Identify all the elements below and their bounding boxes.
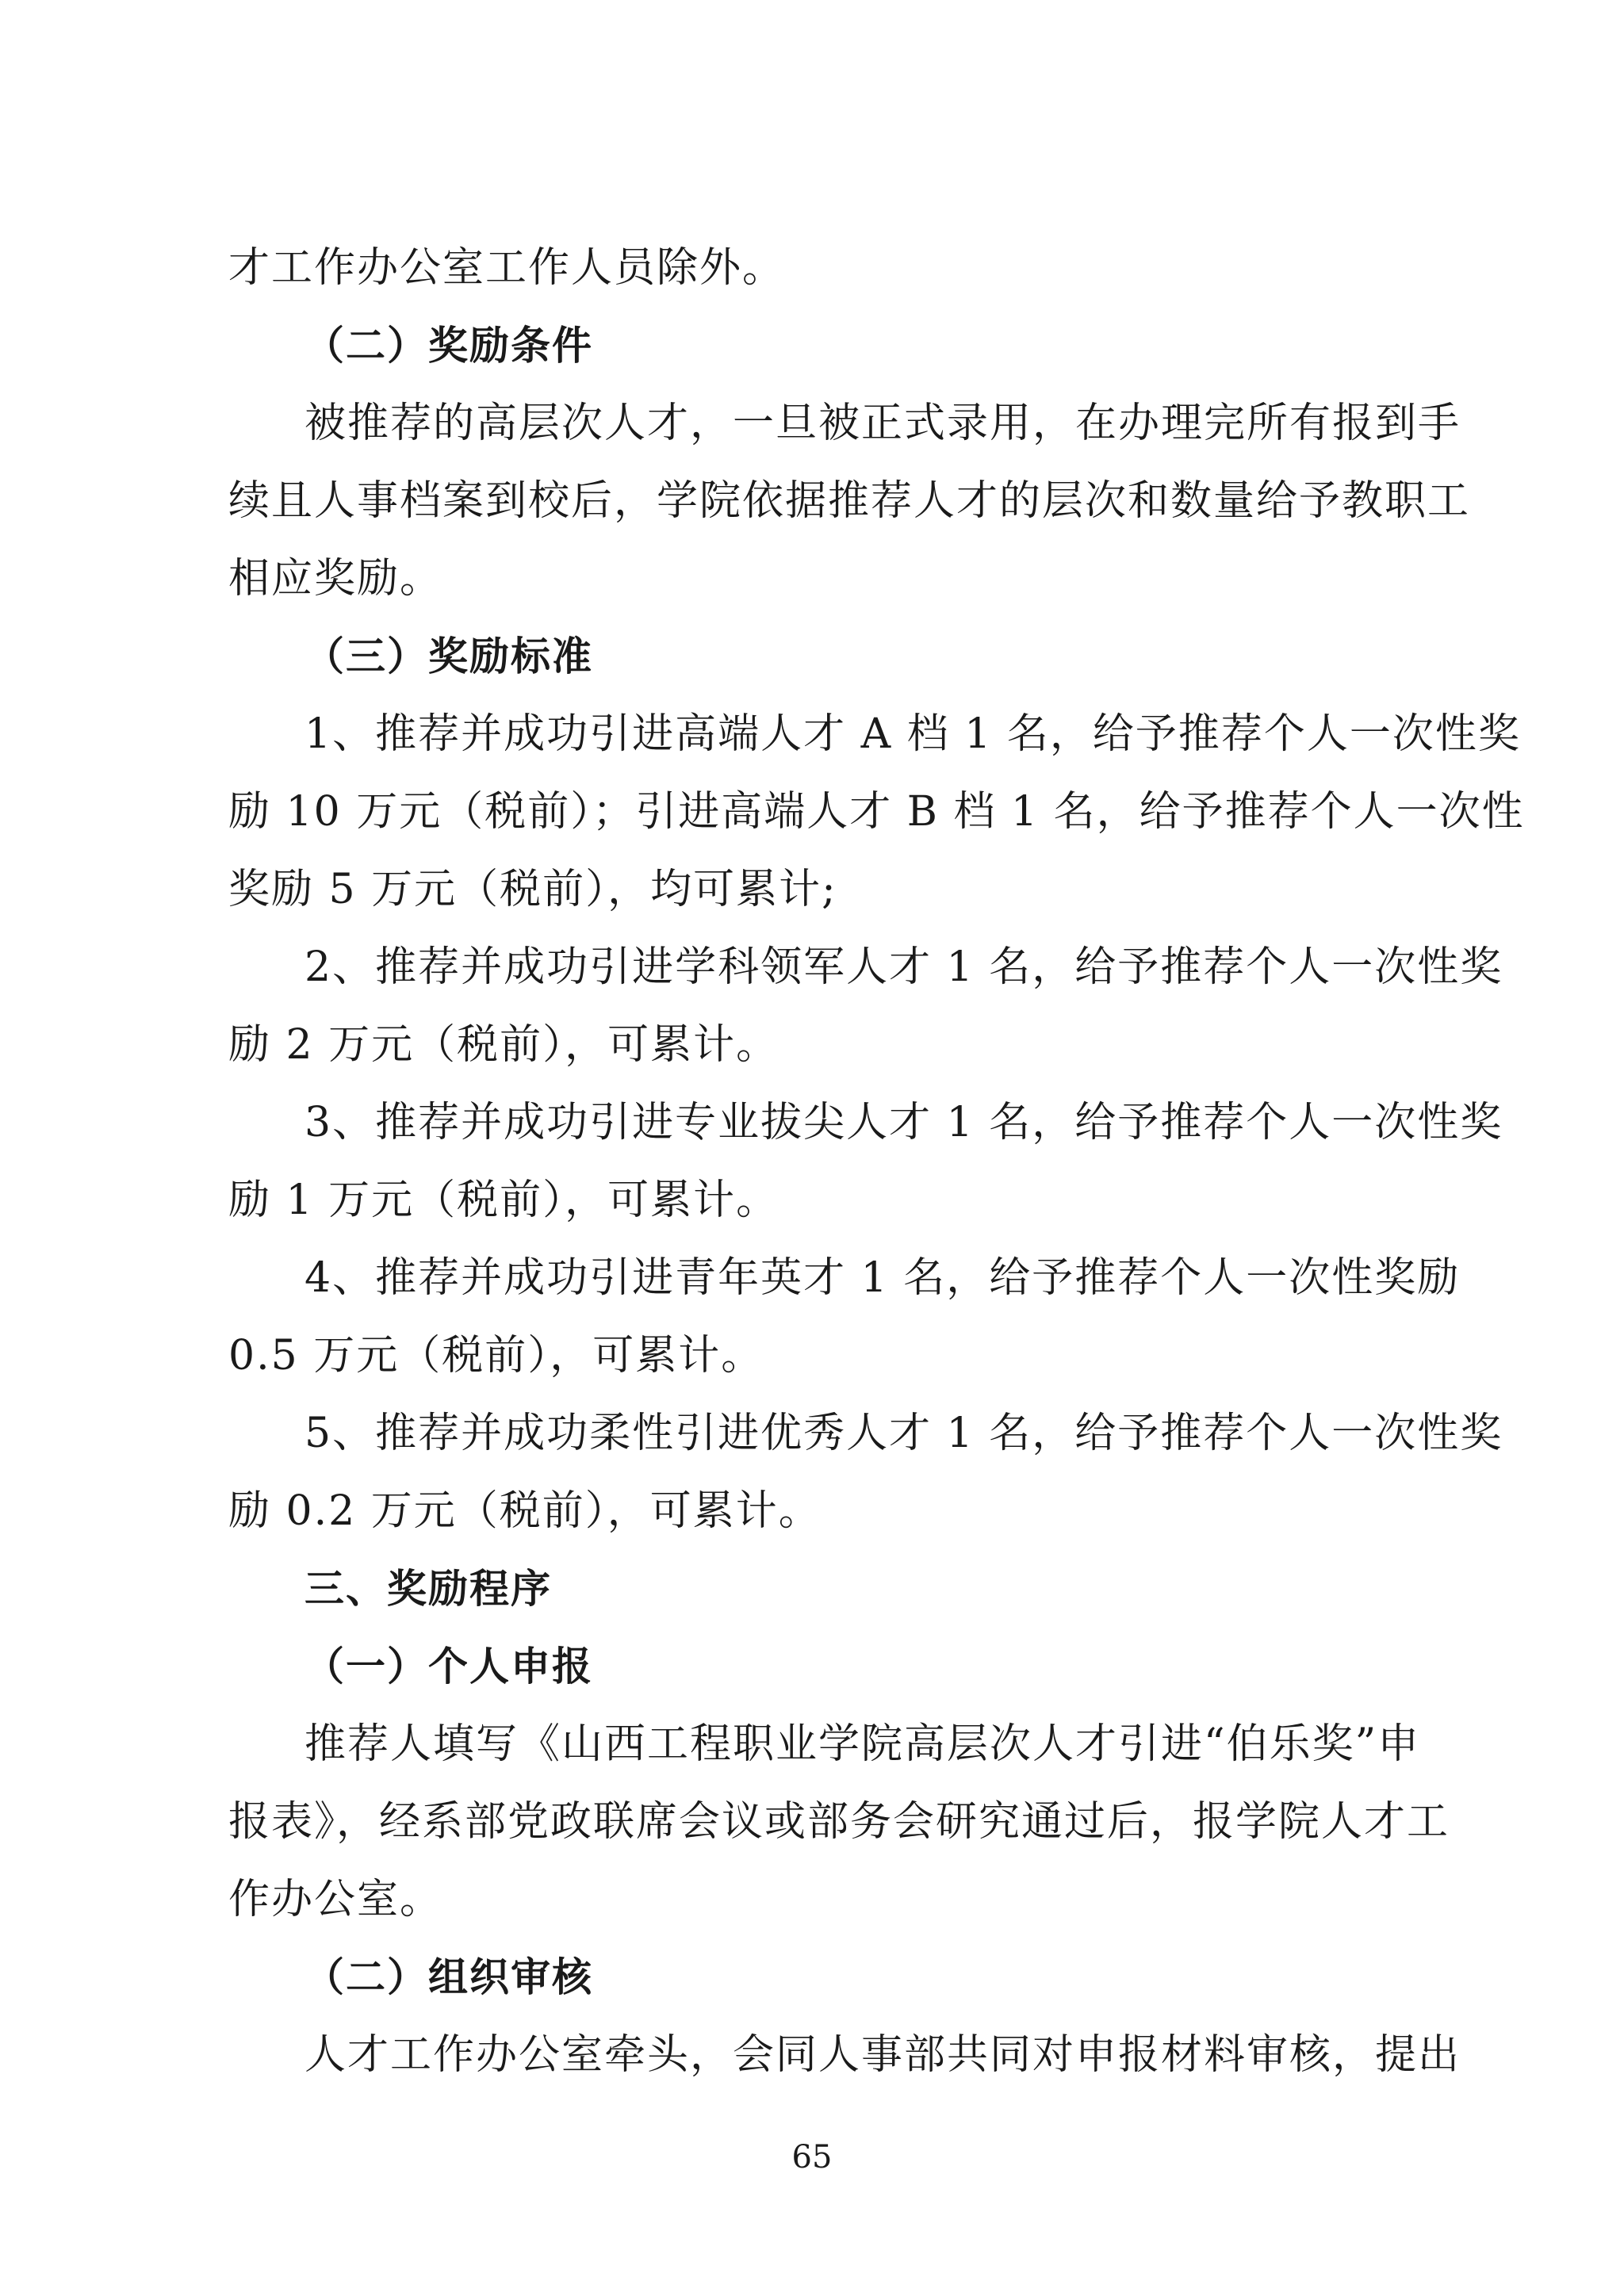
section-heading-reward-conditions: （二）奖励条件: [304, 323, 593, 369]
body-text-line: 报表》，经系部党政联席会议或部务会研究通过后，报学院人才工: [228, 1798, 1450, 1846]
list-item-line: 励 10 万元（税前）；引进高端人才 B 档 1 名，给予推荐个人一次性: [228, 788, 1525, 836]
list-item-line: 2、推荐并成功引进学科领军人才 1 名，给予推荐个人一次性奖: [304, 943, 1503, 991]
body-text-line: 被推荐的高层次人才，一旦被正式录用，在办理完所有报到手: [304, 400, 1461, 447]
body-text-line: 推荐人填写《山西工程职业学院高层次人才引进“伯乐奖”申: [304, 1720, 1421, 1768]
chapter-heading-reward-procedure: 三、奖励程序: [304, 1566, 552, 1612]
list-item-line: 1、推荐并成功引进高端人才 A 档 1 名，给予推荐个人一次性奖: [304, 710, 1521, 758]
body-text-line: 相应奖励。: [228, 555, 443, 603]
body-text-line: 人才工作办公室牵头，会同人事部共同对申报材料审核，提出: [304, 2031, 1461, 2079]
list-item-line: 励 0.2 万元（税前），可累计。: [228, 1487, 822, 1535]
section-heading-personal-application: （一）个人申报: [304, 1644, 593, 1689]
body-text-line: 续且人事档案到校后，学院依据推荐人才的层次和数量给予教职工: [228, 477, 1471, 525]
list-item-line: 励 2 万元（税前），可累计。: [228, 1021, 779, 1069]
list-item-line: 奖励 5 万元（税前），均可累计;: [228, 866, 837, 913]
list-item-line: 5、推荐并成功柔性引进优秀人才 1 名，给予推荐个人一次性奖: [304, 1410, 1503, 1457]
section-heading-organizational-review: （二）组织审核: [304, 1954, 593, 2000]
body-text-line: 作办公室。: [228, 1876, 443, 1923]
page-number: 65: [791, 2139, 833, 2175]
section-heading-reward-standards: （三）奖励标准: [304, 633, 593, 679]
list-item-line: 励 1 万元（税前），可累计。: [228, 1177, 779, 1224]
list-item-line: 3、推荐并成功引进专业拔尖人才 1 名，给予推荐个人一次性奖: [304, 1099, 1503, 1146]
list-item-line: 0.5 万元（税前），可累计。: [228, 1332, 764, 1380]
body-text-line: 才工作办公室工作人员除外。: [228, 244, 786, 292]
list-item-line: 4、推荐并成功引进青年英才 1 名，给予推荐个人一次性奖励: [304, 1254, 1461, 1302]
